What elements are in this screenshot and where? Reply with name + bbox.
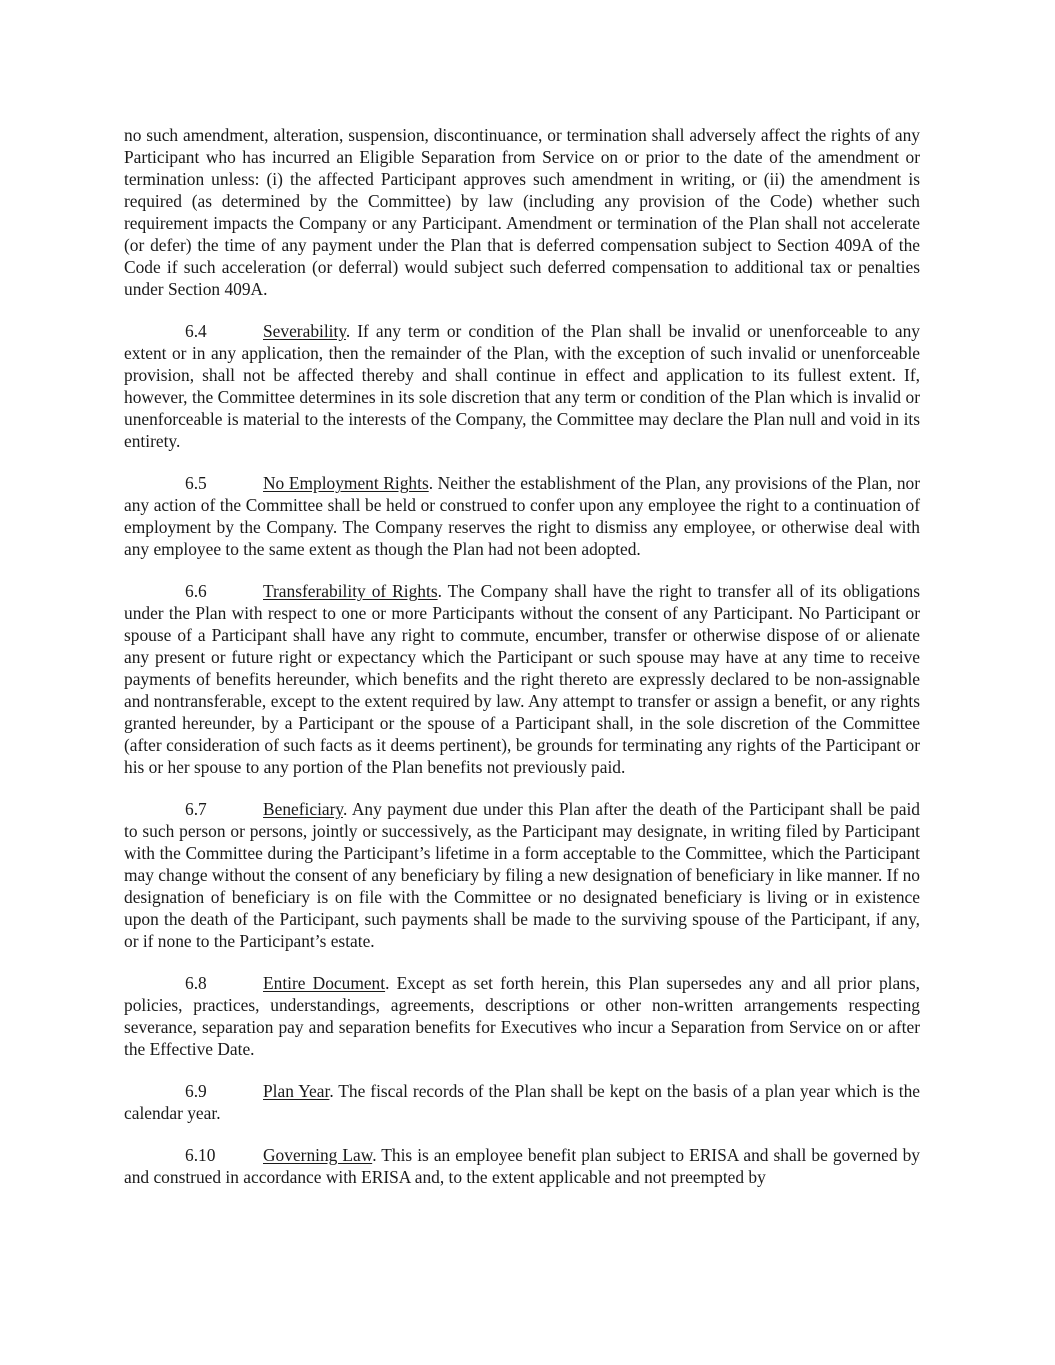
section-title: No Employment Rights: [263, 473, 429, 493]
intro-paragraph: no such amendment, alteration, suspension, discontinuance, or termination shall adversely affect the rights of any Participant who has incurred an Eligible Separation from Service on or prior to the date of the amendment or termination unless: (i) the affected Participant approves such amendment in writing, or (ii) the amendment is required (as determined by the Committee) by law (including any provision of the Code) whether such requirement impacts the Company or any Participant. Amendment or termination of the Plan shall not accelerate (or defer) the time of any payment under the Plan that is deferred compensation subject to Section 409A of the Code if such acceleration (or deferral) would subject such deferred compensation to additional tax or penalties under Section 409A.: [124, 125, 920, 299]
section-number: 6.10: [185, 1145, 216, 1165]
document-page: [124, 124, 920, 1208]
section-body: . Except as set forth herein, this Plan supersedes any and all prior plans, policies, practices, understandings, agreements, descriptions or other non-written arrangements respecting severance, separation pay and separation benefits for Executives who incur a Separation from Service on or after the Effective Date.: [124, 973, 920, 1059]
section-number: 6.5: [185, 473, 207, 493]
section-title: Plan Year: [263, 1081, 330, 1101]
section-6-4: [124, 320, 920, 452]
section-6-6: [124, 580, 920, 778]
section-body: . The fiscal records of the Plan shall be kept on the basis of a plan year which is the calendar year.: [124, 1081, 920, 1123]
section-number: 6.4: [185, 321, 207, 341]
section-body: . The Company shall have the right to transfer all of its obligations under the Plan with respect to one or more Participants without the consent of any Participant. No Participant or spouse of a Participant shall have any right to commute, encumber, transfer or otherwise dispose of or alienate any present or future right or expectancy which the Participant or such spouse may have at any time to receive payments of benefits hereunder, which benefits and the right thereto are expressly declared to be non-assignable and nontransferable, except to the extent required by law. Any attempt to transfer or assign a benefit, or any rights granted hereunder, by a Participant or the spouse of a Participant shall, in the sole discretion of the Committee (after consideration of such facts as it deems pertinent), be grounds for terminating any rights of the Participant or his or her spouse to any portion of the Plan benefits not previously paid.: [124, 581, 921, 777]
section-6-8: [124, 972, 920, 1060]
section-body: . Any payment due under this Plan after the death of the Participant shall be paid to such person or persons, jointly or successively, as the Participant may designate, in writing filed by Participant with the Committee during the Participant’s lifetime in a form acceptable to the Committee, which the Participant may change without the consent of any beneficiary by filing a new designation of beneficiary in like manner. If no designation of beneficiary is on file with the Committee or no designated beneficiary is living or in existence upon the death of the Participant, such payments shall be made to the surviving spouse of the Participant, if any, or if none to the Participant’s estate.: [124, 799, 920, 951]
section-title: Governing Law: [263, 1145, 373, 1165]
section-number: 6.8: [185, 973, 207, 993]
section-number: 6.9: [185, 1081, 207, 1101]
section-title: Transferability of Rights: [263, 581, 438, 601]
section-title: Beneficiary: [263, 799, 343, 819]
section-title: Severability: [263, 321, 346, 341]
section-title: Entire Document: [263, 973, 386, 993]
section-6-5: [124, 472, 920, 560]
section-6-10: [124, 1144, 920, 1188]
section-body: . This is an employee benefit plan subject to ERISA and shall be governed by and construed in accordance with ERISA and, to the extent applicable and not preempted by: [124, 1145, 920, 1187]
section-6-7: [124, 798, 920, 952]
section-number: 6.7: [185, 799, 207, 819]
section-number: 6.6: [185, 581, 207, 601]
section-6-9: [124, 1080, 920, 1124]
section-body: . Neither the establishment of the Plan, any provisions of the Plan, nor any action of the Committee shall be held or construed to confer upon any employee the right to a continuation of employment by the Company. The Company reserves the right to dismiss any employee, or otherwise deal with any employee to the same extent as though the Plan had not been adopted.: [124, 473, 921, 559]
section-body: . If any term or condition of the Plan shall be invalid or unenforceable to any extent or in any application, then the remainder of the Plan, with the exception of such invalid or unenforceable provision, shall not be affected thereby and shall continue in effect and application to its fullest extent. If, however, the Committee determines in its sole discretion that any term or condition of the Plan which is invalid or unenforceable is material to the interests of the Company, the Committee may declare the Plan null and void in its entirety.: [124, 321, 920, 451]
